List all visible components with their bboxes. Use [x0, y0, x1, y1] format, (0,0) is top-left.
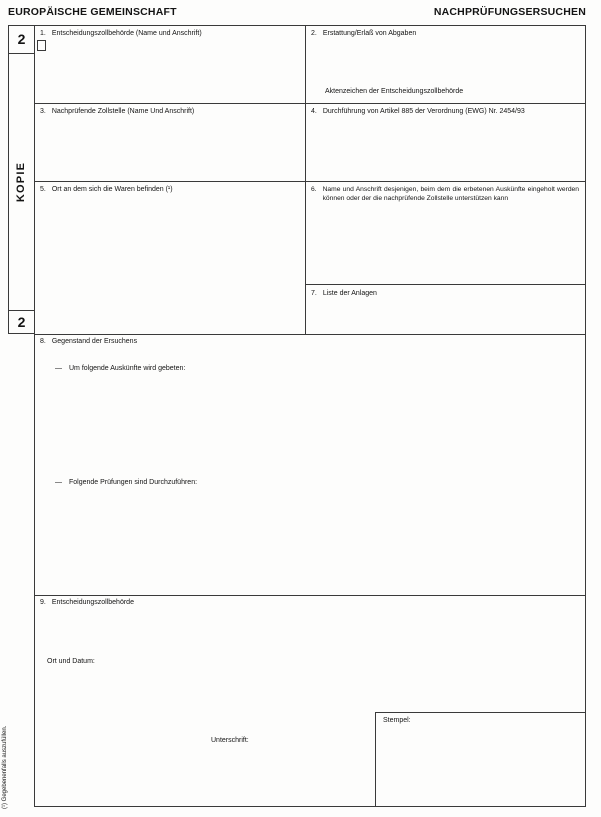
community-title: EUROPÄISCHE GEMEINSCHAFT: [8, 6, 177, 18]
field-8-item-1: [55, 364, 185, 374]
field-2-text: Erstattung/Erlaß von Abgaben: [322, 30, 417, 37]
footnote: (¹) Gegebenenfalls auszufüllen.: [2, 725, 8, 809]
divider-field-7: [305, 284, 586, 285]
place-date-label: Ort und Datum:: [47, 658, 95, 665]
field-1-number: 1.: [40, 30, 46, 37]
field-1-text: Entscheidungszollbehörde (Name und Anschrift): [51, 30, 202, 37]
copy-label-box: [8, 53, 35, 310]
field-7-number: 7.: [311, 290, 317, 297]
field-6-text: Name und Anschrift desjenigen, beim dem die erbetenen Auskünfte eingeholt werden können oder der die nachprüfende Zollstelle unterstützen kann: [322, 186, 579, 203]
field-8-item-2-text: Folgende Prüfungen sind Durchzuführen:: [69, 479, 198, 486]
field-1-checkbox: [37, 40, 46, 51]
field-5-number: 5.: [40, 186, 46, 193]
field-5-label: [40, 185, 295, 195]
field-4-text: Durchführung von Artikel 885 der Verordnung (EWG) Nr. 2454/93: [322, 108, 525, 115]
field-3-text: Nachprüfende Zollstelle (Name Und Anschrift): [51, 108, 195, 115]
field-1-label: [40, 29, 295, 39]
copy-number-top: 2: [17, 31, 26, 47]
field-2-number: 2.: [311, 30, 317, 37]
divider-row-4: [34, 595, 586, 596]
form-outline: [34, 25, 586, 807]
field-5-text: Ort an dem sich die Waren befinden (¹): [51, 186, 173, 193]
field-4-number: 4.: [311, 108, 317, 115]
field-9-label: [40, 598, 340, 608]
divider-columns: [305, 25, 306, 334]
form-title: NACHPRÜFUNGSERSUCHEN: [433, 6, 586, 18]
stamp-box: [375, 712, 586, 807]
dash-icon: —: [55, 479, 62, 486]
signature-label: Unterschrift:: [211, 737, 249, 744]
copy-label: KOPIE: [15, 161, 28, 202]
stamp-label: Stempel:: [383, 717, 411, 724]
field-2-label: [311, 29, 576, 39]
field-9-text: Entscheidungszollbehörde: [51, 599, 134, 606]
field-2-subtext: Aktenzeichen der Entscheidungszollbehörde: [325, 88, 464, 95]
field-6-number: 6.: [311, 186, 317, 193]
dash-icon: —: [55, 365, 62, 372]
field-3-number: 3.: [40, 108, 46, 115]
divider-row-3: [34, 334, 586, 335]
field-6-label: [311, 185, 579, 204]
field-9-number: 9.: [40, 599, 46, 606]
copy-number-bottom: 2: [17, 314, 26, 330]
divider-row-2: [34, 181, 586, 182]
field-8-item-2: [55, 478, 197, 488]
field-3-label: [40, 107, 295, 117]
field-8-item-1-text: Um folgende Auskünfte wird gebeten:: [69, 365, 186, 372]
field-7-text: Liste der Anlagen: [322, 290, 377, 297]
divider-row-1: [34, 103, 586, 104]
field-7-label: [311, 289, 579, 299]
field-8-text: Gegenstand der Ersuchens: [51, 338, 138, 345]
field-8-number: 8.: [40, 338, 46, 345]
field-8-label: [40, 337, 340, 347]
field-4-label: [311, 107, 579, 117]
